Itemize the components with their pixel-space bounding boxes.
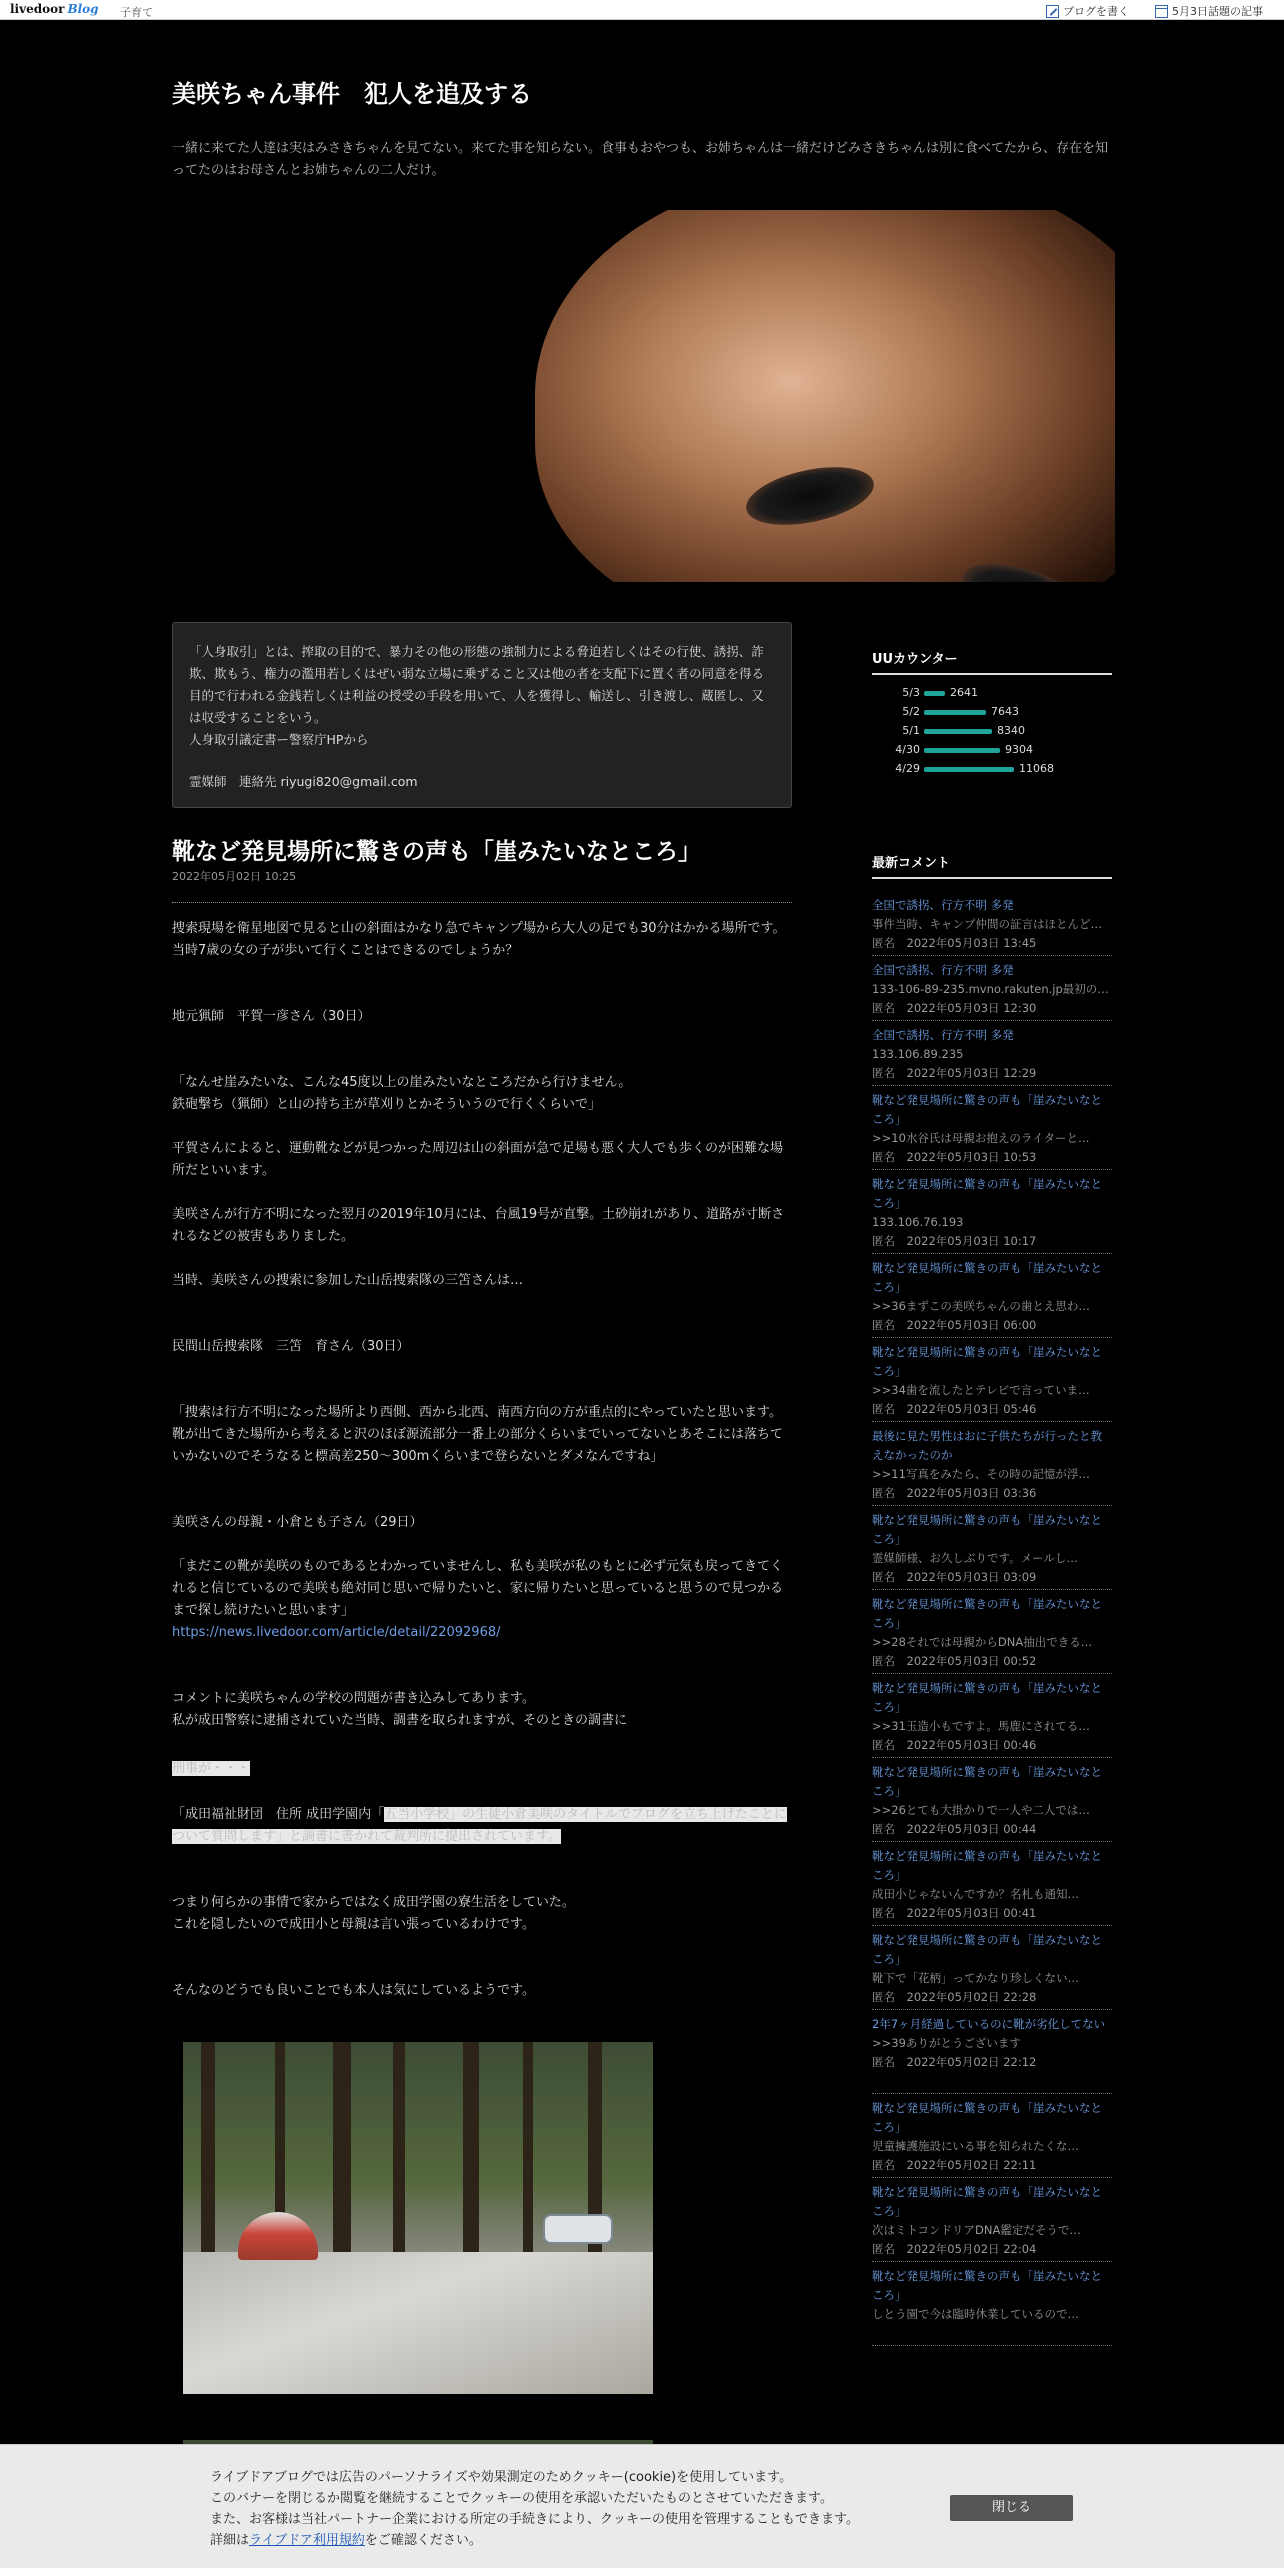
tent	[238, 2212, 318, 2260]
livedoor-blog-logo[interactable]	[10, 2, 99, 16]
comment-meta: 匿名 2022年05月03日 00:41	[872, 1906, 1037, 1920]
article-paragraph	[172, 1758, 792, 1780]
news-source-link[interactable]: https://news.livedoor.com/article/detail/22092968/	[172, 1625, 501, 1640]
comment-post-link[interactable]: 靴など発見場所に驚きの声も「崖みたいなところ」	[872, 2269, 1102, 2302]
comment-item	[872, 2183, 1112, 2259]
article-line: つまり何らかの事情で家からではなく成田学園の寮生活をしていた。	[172, 1895, 575, 1910]
comment-item	[872, 1679, 1112, 1755]
comment-divider	[872, 2177, 1112, 2178]
uu-date: 5/2	[902, 705, 920, 718]
comment-item	[872, 2015, 1112, 2072]
comment-excerpt: 成田小じゃないんですか？名札も通知…	[872, 1887, 1079, 1901]
comment-meta: 匿名 2022年05月03日 10:17	[872, 1234, 1037, 1248]
article-line: コメントに美咲ちゃんの学校の問題が書き込みしてあります。	[172, 1691, 535, 1706]
uu-date: 4/30	[895, 743, 920, 756]
logo-text: livedoor	[10, 2, 65, 16]
cookie-banner	[0, 2444, 1284, 2568]
highlighted-text: 五当小学校」の生徒小倉美咲のタイトルでブログを立ち上げたことについて質問します」と調書に書かれて裁判所に提出されています。	[172, 1807, 787, 1844]
comment-item	[872, 1595, 1112, 1671]
comment-item	[872, 1091, 1112, 1167]
comment-item	[872, 1511, 1112, 1587]
comment-divider	[872, 1253, 1112, 1254]
uu-value: 11068	[1019, 762, 1054, 775]
comment-post-link[interactable]: 2年7ヶ月経過しているのに靴が劣化してない	[872, 2017, 1106, 2031]
recent-comments-heading: 最新コメント	[872, 852, 1112, 879]
article-paragraph: 美咲さんの母親・小倉とも子さん（29日）	[172, 1515, 423, 1530]
uu-date: 4/29	[895, 762, 920, 775]
comment-meta: 匿名 2022年05月03日 13:45	[872, 936, 1037, 950]
uu-counter-row	[872, 760, 1112, 778]
comment-post-link[interactable]: 靴など発見場所に驚きの声も「崖みたいなところ」	[872, 1093, 1102, 1126]
article-paragraph	[172, 1804, 792, 1848]
calendar-icon	[1155, 5, 1168, 18]
comment-divider	[872, 2009, 1112, 2010]
uu-bar	[924, 710, 986, 715]
comment-post-link[interactable]: 靴など発見場所に驚きの声も「崖みたいなところ」	[872, 1513, 1102, 1546]
uu-date: 5/3	[902, 686, 920, 699]
comment-excerpt: >>28それでは母親からDNA抽出できる…	[872, 1635, 1093, 1649]
article-paragraph: 美咲さんが行方不明になった翌月の2019年10月には、台風19号が直撃。土砂崩れがあり、道路が寸断されるなどの被害もありました。	[172, 1207, 785, 1244]
uu-value: 8340	[997, 724, 1025, 737]
uu-bar	[924, 767, 1014, 772]
article-paragraph: 地元猟師 平賀一彦さん（30日）	[172, 1009, 371, 1024]
blog-description: 一緒に来てた人達は実はみさきちゃんを見てない。来てた事を知らない。食事もおやつも、お姉ちゃんは一緒だけどみさきちゃんは別に食べてたから、存在を知ってたのはお母さんとお姉ちゃんの二人だけ。	[172, 141, 1109, 178]
article-text: 「成田福祉財団 住所 成田学園内「	[172, 1807, 385, 1822]
comment-excerpt: >>31玉造小もですよ。馬鹿にされてる…	[872, 1719, 1090, 1733]
uu-value: 2641	[950, 686, 978, 699]
article-paragraph: 平賀さんによると、運動靴などが見つかった周辺は山の斜面が急で足場も悪く大人でも歩くのが困難な場所だといいます。	[172, 1141, 784, 1178]
comment-item	[872, 1175, 1112, 1251]
comment-item	[872, 1847, 1112, 1923]
cookie-line: また、お客様は当社パートナー企業における所定の手続きにより、クッキーの使用を管理することもできます。	[210, 2512, 859, 2527]
comment-excerpt: >>39ありがとうございます	[872, 2036, 1021, 2050]
comment-meta: 匿名 2022年05月03日 00:44	[872, 1822, 1037, 1836]
comment-meta: 匿名 2022年05月03日 06:00	[872, 1318, 1037, 1332]
comment-item	[872, 896, 1112, 953]
comment-excerpt: 靴下で「花柄」ってかなり珍しくない…	[872, 1971, 1079, 1985]
uu-bar	[924, 748, 1000, 753]
comment-post-link[interactable]: 靴など発見場所に驚きの声も「崖みたいなところ」	[872, 1849, 1102, 1882]
article-title[interactable]: 靴など発見場所に驚きの声も「崖みたいなところ」	[172, 839, 701, 865]
campsite-photo[interactable]	[183, 2042, 653, 2394]
comment-divider	[872, 955, 1112, 956]
cookie-line: ライブドアブログでは広告のパーソナライズや効果測定のためクッキー(cookie)を使用しています。	[210, 2470, 793, 2485]
uu-counter-heading: UUカウンター	[872, 648, 1112, 675]
comment-divider	[872, 1673, 1112, 1674]
comment-excerpt: 事件当時、キャンプ仲間の証言はほとんど…	[872, 917, 1102, 931]
uu-date: 5/1	[902, 724, 920, 737]
article-paragraph: 「捜索は行方不明になった場所より西側、西から北西、南西方向の方が重点的にやっていたと思います。靴が出てきた場所から考えると沢のほぼ源流部分一番上の部分くらいまでいってないとあそこには落ちていかないのでそうなると標高差250～300mくらいまで登らないとダメなんですね」	[172, 1405, 783, 1464]
comment-divider	[872, 1925, 1112, 1926]
comment-post-link[interactable]: 全国で誘拐、行方不明 多発	[872, 898, 1014, 912]
comment-meta: 匿名 2022年05月02日 22:12	[872, 2055, 1037, 2069]
article-paragraph: 民間山岳捜索隊 三笘 育さん（30日）	[172, 1339, 410, 1354]
comment-divider	[872, 2093, 1112, 2094]
pencil-icon	[1046, 5, 1059, 18]
comment-excerpt: しとう園で今は臨時休業しているので…	[872, 2307, 1079, 2321]
intro-box	[172, 622, 792, 808]
article-line: これを隠したいので成田小と母親は言い張っているわけです。	[172, 1917, 535, 1932]
comment-meta: 匿名 2022年05月03日 03:36	[872, 1486, 1037, 1500]
comment-excerpt: >>26とても大掛かりで一人や二人では…	[872, 1803, 1090, 1817]
article-paragraph: 「まだこの靴が美咲のものであるとわかっていませんし、私も美咲が私のもとに必ず元気も戻ってきてくれると信じているので美咲も絶対同じ思いで帰りたいと、家に帰りたいと思っていると思うので見つかるまで探し続けたいと思います」	[172, 1559, 784, 1618]
comment-meta: 匿名 2022年05月02日 22:04	[872, 2242, 1037, 2256]
article-paragraph: 当時、美咲さんの捜索に参加した山岳捜索隊の三笘さんは…	[172, 1273, 524, 1288]
comment-post-link[interactable]: 靴など発見場所に驚きの声も「崖みたいなところ」	[872, 1681, 1102, 1714]
comment-divider	[872, 2261, 1112, 2262]
comment-post-link[interactable]: 靴など発見場所に驚きの声も「崖みたいなところ」	[872, 1345, 1102, 1378]
gravel-road	[183, 2252, 653, 2394]
terms-link[interactable]: ライブドア利用規約	[249, 2533, 365, 2548]
comment-excerpt: >>10水谷氏は母親お抱えのライターと…	[872, 1131, 1090, 1145]
trending-articles-link[interactable]	[1155, 3, 1263, 19]
comment-excerpt: 133.106.89.235	[872, 1047, 964, 1061]
comment-divider	[872, 1841, 1112, 1842]
comment-divider	[872, 1589, 1112, 1590]
comment-excerpt: 133.106.76.193	[872, 1215, 964, 1229]
intro-source: 人身取引議定書ー警察庁HPから	[189, 732, 369, 747]
cookie-text-post: をご確認ください。	[364, 2533, 482, 2548]
article-divider	[172, 902, 792, 903]
header-image	[475, 210, 1115, 582]
article-line: 私が成田警察に逮捕されていた当時、調書を取られますが、そのときの調書に	[172, 1713, 628, 1728]
comment-item	[872, 1259, 1112, 1335]
comment-meta: 匿名 2022年05月03日 00:46	[872, 1738, 1037, 1752]
comment-excerpt: >>36まずこの美咲ちゃんの歯とえ思わ…	[872, 1299, 1090, 1313]
highlighted-text: 刑事が・・・	[172, 1761, 251, 1776]
comment-divider	[872, 1169, 1112, 1170]
comment-item	[872, 1343, 1112, 1419]
comment-post-link[interactable]: 靴など発見場所に驚きの声も「崖みたいなところ」	[872, 1765, 1102, 1798]
cookie-line	[210, 2530, 930, 2551]
uu-counter-row	[872, 703, 1112, 721]
comment-meta: 匿名 2022年05月02日 22:11	[872, 2158, 1037, 2172]
comment-meta: 匿名 2022年05月03日 10:53	[872, 1150, 1037, 1164]
comment-post-link[interactable]: 全国で誘拐、行方不明 多発	[872, 963, 1014, 977]
comment-post-link[interactable]: 靴など発見場所に驚きの声も「崖みたいなところ」	[872, 1177, 1102, 1210]
comment-item	[872, 1763, 1112, 1839]
logo-blog-text: Blog	[67, 2, 99, 16]
comment-item	[872, 1026, 1112, 1083]
comment-divider	[872, 1337, 1112, 1338]
comment-item	[872, 1427, 1112, 1503]
comment-excerpt: >>11写真をみたら、その時の記憶が浮…	[872, 1467, 1090, 1481]
doll-face-image	[535, 210, 1115, 582]
comment-excerpt: 児童擁護施設にいる事を知られたくな…	[872, 2139, 1079, 2153]
comment-excerpt: 次はミトコンドリアDNA鑑定だそうで…	[872, 2223, 1081, 2237]
trending-label: 5月3日話題の記事	[1172, 5, 1263, 18]
write-blog-link[interactable]	[1046, 3, 1129, 19]
uu-counter-row	[872, 741, 1112, 759]
comment-item	[872, 2267, 1112, 2324]
article-paragraph	[172, 1688, 792, 1732]
global-header-bar	[0, 0, 1284, 20]
cookie-line: このバナーを閉じるか閲覧を継続することでクッキーの使用を承認いただいたものとさせていただきます。	[210, 2491, 833, 2506]
comment-post-link[interactable]: 最後に見た男性はおに子供たちが行ったと教えなかったのか	[872, 1429, 1102, 1462]
comment-item	[872, 2099, 1112, 2175]
comment-excerpt: 霊媒師様、お久しぶりです。メールし…	[872, 1551, 1078, 1565]
uu-value: 9304	[1005, 743, 1033, 756]
comment-divider	[872, 1505, 1112, 1506]
intro-contact: 霊媒師 連絡先 riyugi820@gmail.com	[189, 774, 418, 789]
comment-post-link[interactable]: 靴など発見場所に驚きの声も「崖みたいなところ」	[872, 2185, 1102, 2218]
comment-divider	[872, 1085, 1112, 1086]
comment-meta: 匿名 2022年05月03日 05:46	[872, 1402, 1037, 1416]
article-paragraph	[172, 1072, 792, 1116]
doll-right-eye	[955, 551, 1095, 582]
comment-excerpt: 133-106-89-235.mvno.rakuten.jp最初の…	[872, 982, 1109, 996]
cookie-text-pre: 詳細は	[210, 2533, 250, 2548]
uu-counter-row	[872, 684, 1112, 702]
uu-value: 7643	[991, 705, 1019, 718]
doll-left-eye	[741, 457, 879, 535]
uu-bar	[924, 729, 992, 734]
intro-definition: 「人身取引」とは、搾取の目的で、暴力その他の形態の強制力による脅迫若しくはその行使、誘拐、詐欺、欺もう、権力の濫用若しくはぜい弱な立場に乗ずること又は他の者を支配下に置く者の同意を得る目的で行われる金銭若しくは利益の授受の手段を用いて、人を獲得し、輸送し、引き渡し、蔵匿し、又は収受することをいう。	[189, 644, 765, 725]
quote-line: 鉄砲撃ち（猟師）と山の持ち主が草刈りとかそういうので行くくらいで」	[172, 1097, 602, 1112]
category-link[interactable]: 子育て	[120, 6, 153, 19]
quote-line: 「なんせ崖みたいな、こんな45度以上の崖みたいなところだから行けません。	[172, 1075, 632, 1090]
comment-divider	[872, 1421, 1112, 1422]
parked-car	[543, 2214, 613, 2244]
comment-meta: 匿名 2022年05月03日 12:30	[872, 1001, 1037, 1015]
article-paragraph	[172, 1892, 792, 1936]
comment-post-link[interactable]: 靴など発見場所に驚きの声も「崖みたいなところ」	[872, 1933, 1102, 1966]
blog-title[interactable]: 美咲ちゃん事件 犯人を追及する	[172, 80, 532, 108]
article-paragraph: そんなのどうでも良いことでも本人は気にしているようです。	[172, 1983, 535, 1998]
article-date: 2022年05月02日 10:25	[172, 870, 297, 883]
comment-post-link[interactable]: 靴など発見場所に驚きの声も「崖みたいなところ」	[872, 1597, 1102, 1630]
comment-meta: 匿名 2022年05月03日 00:52	[872, 1654, 1037, 1668]
comment-item	[872, 1931, 1112, 2007]
comment-meta: 匿名 2022年05月03日 12:29	[872, 1066, 1037, 1080]
comment-divider	[872, 2345, 1112, 2346]
comment-divider	[872, 1020, 1112, 1021]
article-paragraph: 捜索現場を衛星地図で見ると山の斜面はかなり急でキャンプ場から大人の足でも30分はかかる場所です。当時7歳の女の子が歩いて行くことはできるのでしょうか？	[172, 921, 786, 958]
comment-meta: 匿名 2022年05月03日 03:09	[872, 1570, 1037, 1584]
comment-excerpt: >>34歯を流したとテレビで言っていま…	[872, 1383, 1090, 1397]
cookie-text	[210, 2467, 930, 2551]
comment-post-link[interactable]: 靴など発見場所に驚きの声も「崖みたいなところ」	[872, 1261, 1102, 1294]
comment-post-link[interactable]: 靴など発見場所に驚きの声も「崖みたいなところ」	[872, 2101, 1102, 2134]
comment-meta: 匿名 2022年05月02日 22:28	[872, 1990, 1037, 2004]
comment-post-link[interactable]: 全国で誘拐、行方不明 多発	[872, 1028, 1014, 1042]
uu-counter-row	[872, 722, 1112, 740]
comment-item	[872, 961, 1112, 1018]
write-blog-label: ブログを書く	[1063, 5, 1129, 18]
uu-bar	[924, 691, 945, 696]
comment-divider	[872, 1757, 1112, 1758]
cookie-close-button[interactable]: 閉じる	[950, 2495, 1073, 2521]
